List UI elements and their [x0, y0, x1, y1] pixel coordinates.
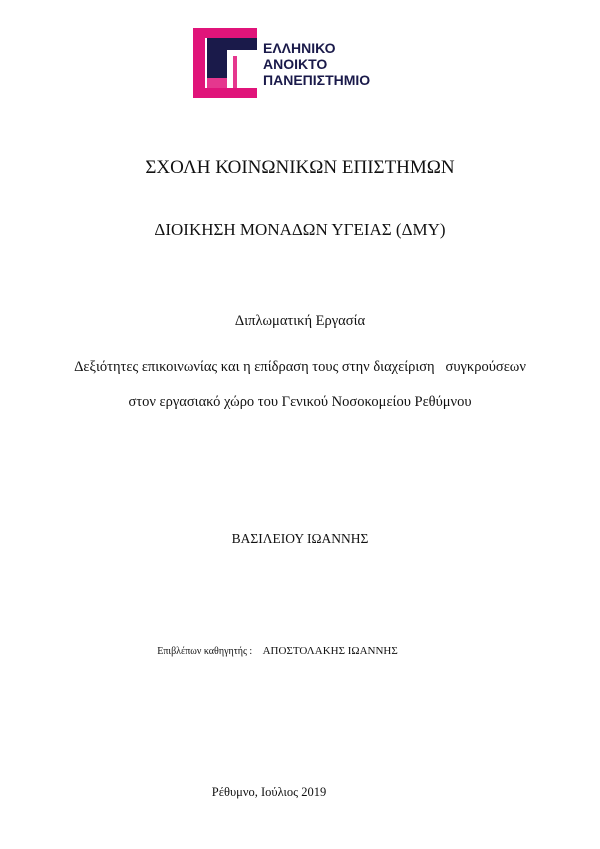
supervisor-spacer — [255, 645, 261, 657]
place-date: Ρέθυμνο, Ιούλιος 2019 — [211, 785, 327, 799]
supervisor-line — [0, 645, 555, 657]
supervisor-name: ΑΠΟΣΤΟΛΑΚΗΣ ΙΩΑΝΝΗΣ — [262, 645, 398, 657]
thesis-title-line1: Δεξιότητες επικοινωνίας και η επίδραση τους στην διαχείριση συγκρούσεων — [74, 359, 526, 375]
thesis-type: Διπλωματική Εργασία — [234, 313, 366, 329]
author-name: ΒΑΣΙΛΕΙΟΥ ΙΩΑΝΝΗΣ — [231, 531, 369, 546]
university-name-line2: ΑΝΟΙΚΤΟ — [263, 56, 328, 72]
university-logo-icon — [193, 28, 259, 98]
thesis-title-line2: στον εργασιακό χώρο του Γενικού Νοσοκομείου Ρεθύμνου — [128, 394, 472, 410]
supervisor-label: Επιβλέπων καθηγητής : — [157, 646, 253, 657]
university-name-line3: ΠΑΝΕΠΙΣΤΗΜΙΟ — [263, 72, 371, 88]
university-logo — [193, 28, 383, 100]
university-name — [263, 40, 370, 88]
university-name-line1: ΕΛΛΗΝΙΚΟ — [263, 40, 336, 56]
school-name: ΣΧΟΛΗ ΚΟΙΝΩΝΙΚΩΝ ΕΠΙΣΤΗΜΩΝ — [145, 157, 455, 178]
department-name: ΔΙΟΙΚΗΣΗ ΜΟΝΑΔΩΝ ΥΓΕΙΑΣ (ΔΜΥ) — [154, 220, 446, 239]
